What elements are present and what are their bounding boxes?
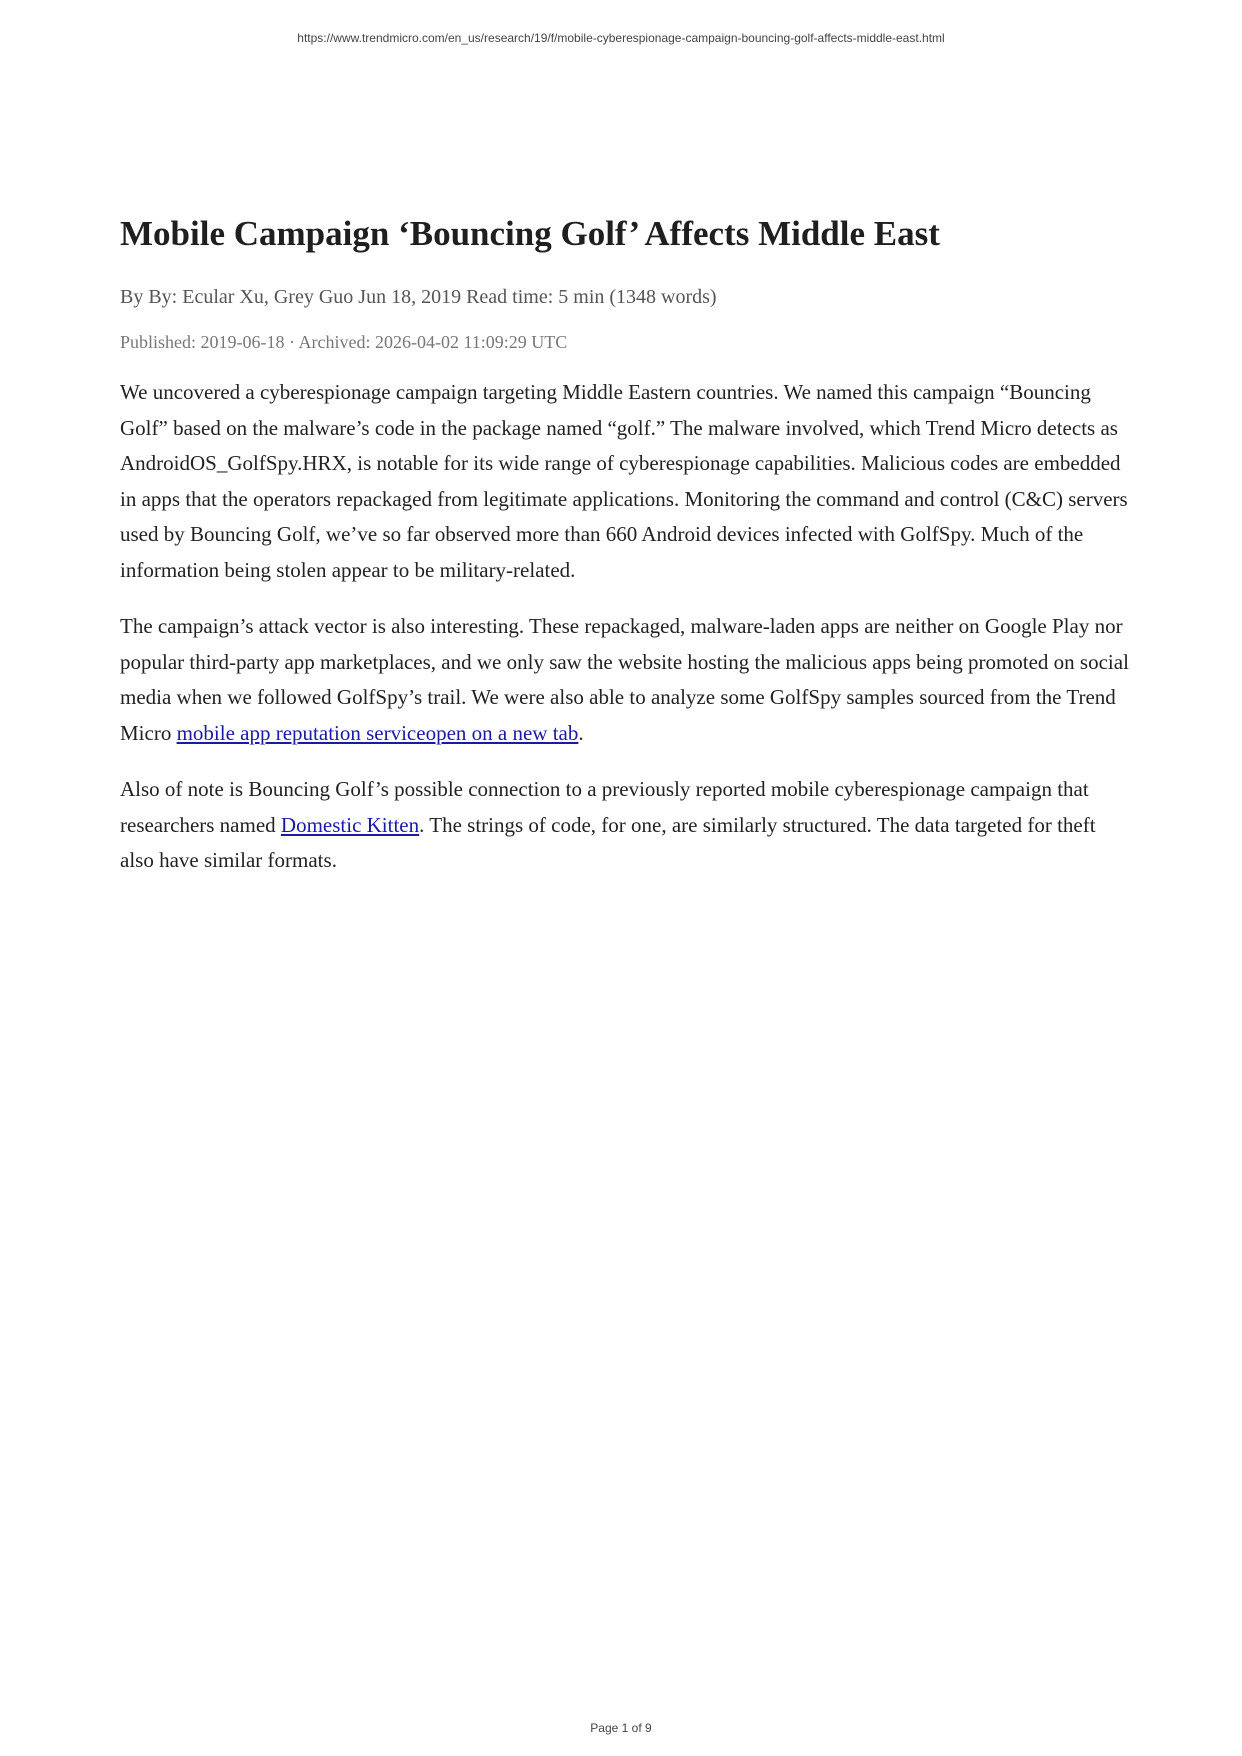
- paragraph-2-text-end: .: [578, 720, 584, 745]
- article-paragraph-3: [120, 772, 1130, 879]
- article-title: Mobile Campaign ‘Bouncing Golf’ Affects Middle East: [120, 214, 940, 253]
- paragraph-2-text: The campaign’s attack vector is also interesting. These repackaged, malware-laden apps are neither on Google Play nor popular third-party app marketplaces, and we only saw the website hosting the malicious apps being promoted on social media when we followed GolfSpy’s trail. We were also able to analyze some GolfSpy samples sourced from the Trend Micro: [120, 614, 1129, 745]
- paragraph-3-text: Also of note is Bouncing Golf’s possible connection to a previously reported mobile cyberespionage campaign that researchers named: [120, 777, 1089, 837]
- article-byline: By By: Ecular Xu, Grey Guo Jun 18, 2019 Read time: 5 min (1348 words): [120, 286, 717, 308]
- article-paragraph-1: We uncovered a cyberespionage campaign targeting Middle Eastern countries. We named this campaign “Bouncing Golf” based on the malware’s code in the package named “golf.” The malware involved, which Trend Micro detects as AndroidOS_GolfSpy.HRX, is notable for its wide range of cyberespionage capabilities. Malicious codes are embedded in apps that the operators repackaged from legitimate applications. Monitoring the command and control (C&C) servers used by Bouncing Golf, we’ve so far observed more than 660 Android devices infected with GolfSpy. Much of the information being stolen appear to be military-related.: [120, 380, 1128, 582]
- article-paragraph-2: [120, 609, 1130, 751]
- page-number-footer: Page 1 of 9: [590, 1721, 652, 1735]
- article: [120, 212, 1130, 879]
- page-url-header: https://www.trendmicro.com/en_us/research/19/f/mobile-cyberespionage-campaign-bouncing-golf-affects-middle-east.html: [297, 31, 945, 45]
- mobile-app-reputation-service-link[interactable]: mobile app reputation serviceopen on a new tab: [176, 720, 579, 745]
- paragraph-3-text-end: . The strings of code, for one, are similarly structured. The data targeted for theft also have similar formats.: [120, 812, 1096, 872]
- domestic-kitten-link[interactable]: Domestic Kitten: [280, 812, 420, 837]
- published-archived-meta: Published: 2019-06-18 · Archived: 2026-04-02 11:09:29 UTC: [120, 332, 568, 352]
